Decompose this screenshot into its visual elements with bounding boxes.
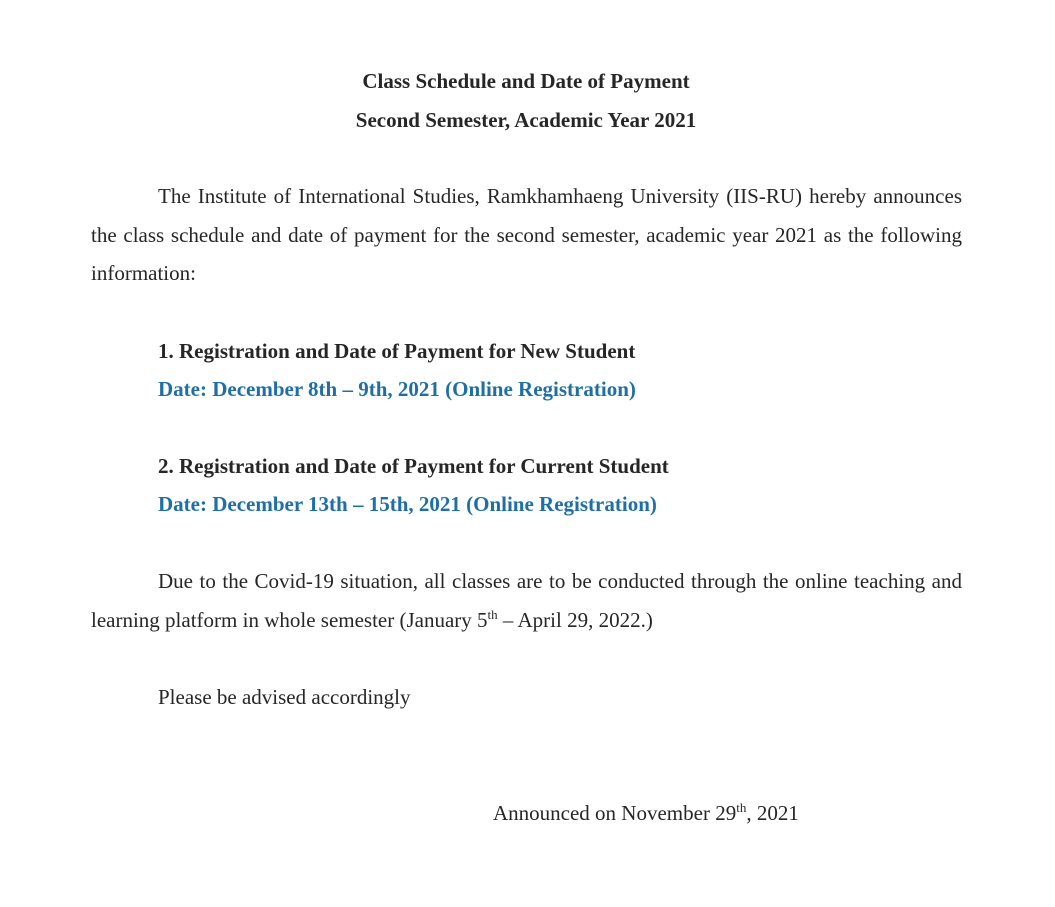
- item-2-heading: 2. Registration and Date of Payment for Current Student: [158, 454, 669, 478]
- announce-ordinal-suffix: th: [736, 800, 747, 815]
- item-2-date: Date: December 13th – 15th, 2021 (Online Registration): [158, 492, 657, 516]
- document-title: Class Schedule and Date of Payment: [362, 69, 690, 93]
- covid-ordinal-suffix: th: [487, 606, 498, 622]
- document-subtitle: Second Semester, Academic Year 2021: [355, 108, 697, 132]
- announce-text-after: , 2021: [746, 801, 799, 825]
- covid-text-before: Due to the Covid-19 situation, all classes are to be conducted through the online teaching and learning platform in whole semester (January 5: [91, 569, 962, 632]
- item-1-date: Date: December 8th – 9th, 2021 (Online Registration): [158, 377, 636, 401]
- advise-line: Please be advised accordingly: [158, 685, 411, 709]
- item-1-heading: 1. Registration and Date of Payment for New Student: [158, 339, 636, 363]
- intro-paragraph: The Institute of International Studies, Ramkhamhaeng University (IIS-RU) hereby announces the class schedule and date of payment for the second semester, academic year 2021 as the following information:: [91, 184, 962, 285]
- announce-text-before: Announced on November 29: [493, 801, 737, 825]
- announcement-date: [493, 800, 799, 826]
- covid-text-after: – April 29, 2022.): [497, 607, 653, 632]
- covid-paragraph: [91, 562, 962, 639]
